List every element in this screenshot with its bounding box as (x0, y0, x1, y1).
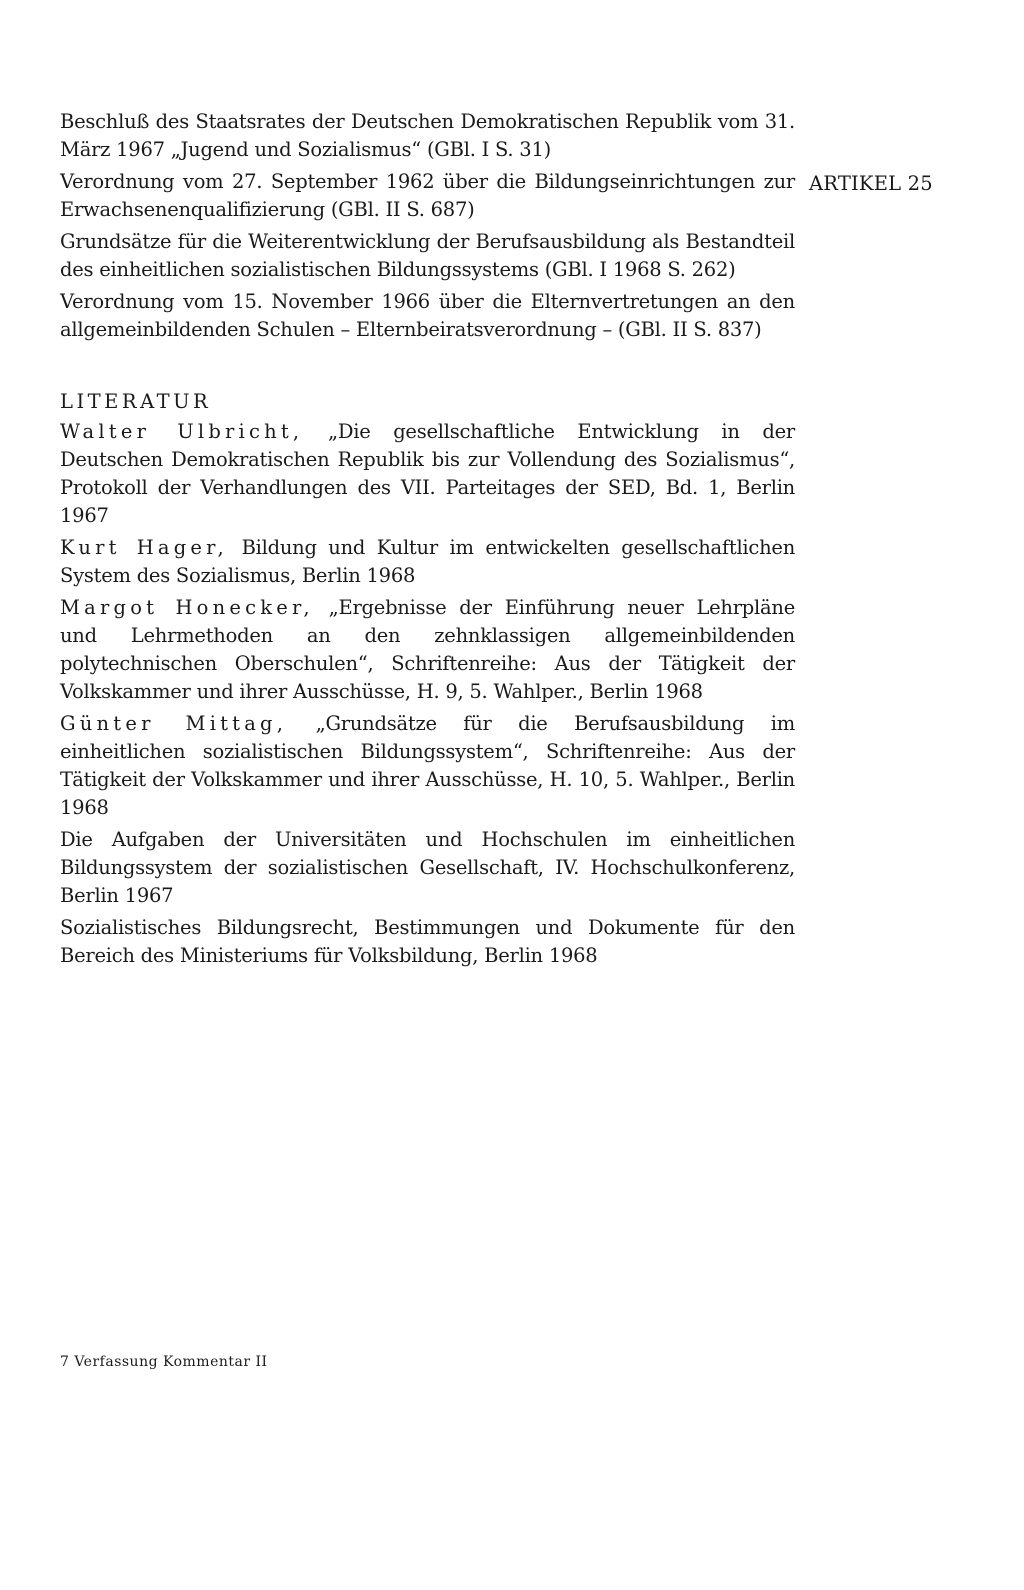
literature-entry (60, 914, 795, 970)
reference-entry: Verordnung vom 27. September 1962 über die Bildungseinrichtungen zur Erwachsenenqualifizierung (GBl. II S. 687) (60, 170, 795, 221)
literature-author: Kurt Hager, (60, 536, 228, 559)
literature-author: Margot Honecker, (60, 596, 314, 619)
reference-entry: Grundsätze für die Weiterentwicklung der Berufsausbildung als Bestandteil des einheitlichen sozialistischen Bildungssystems (GBl. I 1968 S. 262) (60, 230, 795, 281)
literature-text: „Grundsätze für die Berufsausbildung im einheitlichen sozialistischen Bildungssystem“, Schriftenreihe: Aus der Tätigkeit der Volkskammer und ihrer Ausschüsse, H. 10, 5. Wahlper., Berlin 1968 (60, 712, 796, 819)
literature-entry (60, 418, 795, 530)
literature-heading: LITERATUR (60, 390, 212, 413)
page-footer: 7 Verfassung Kommentar II (60, 1354, 268, 1370)
article-marginal-label: ARTIKEL 25 (809, 172, 933, 195)
reference-entry: Verordnung vom 15. November 1966 über die Elternvertretungen an den allgemeinbildenden Schulen – Elternbeiratsverordnung – (GBl. II S. 837) (60, 290, 795, 341)
literature-author: Günter Mittag, (60, 712, 288, 735)
literature-entry (60, 710, 795, 822)
literature-entry (60, 594, 795, 706)
literature-text: „Die gesellschaftliche Entwicklung in der Deutschen Demokratischen Republik bis zur Vollendung des Sozialismus“, Protokoll der Verhandlungen des VII. Parteitages der SED, Bd. 1, Berlin 1967 (60, 420, 795, 527)
literature-text: Die Aufgaben der Universitäten und Hochschulen im einheitlichen Bildungssystem der sozialistischen Gesellschaft, IV. Hochschulkonferenz, Berlin 1967 (60, 828, 795, 907)
reference-entry: Beschluß des Staatsrates der Deutschen Demokratischen Republik vom 31. März 1967 „Jugend und Sozialismus“ (GBl. I S. 31) (60, 110, 795, 161)
literature-entry (60, 534, 795, 590)
literature-text: „Ergebnisse der Einführung neuer Lehrpläne und Lehrmethoden an den zehnklassigen allgemeinbildenden polytechnischen Oberschulen“, Schriftenreihe: Aus der Tätigkeit der Volkskammer und ihrer Ausschüsse, H. 9, 5. Wahlper., Berlin 1968 (60, 596, 796, 703)
literature-author: Walter Ulbricht, (60, 420, 304, 443)
literature-entry (60, 826, 795, 910)
literature-text: Sozialistisches Bildungsrecht, Bestimmungen und Dokumente für den Bereich des Ministeriums für Volksbildung, Berlin 1968 (60, 916, 795, 967)
main-text-column (60, 108, 795, 974)
literature-text: Bildung und Kultur im entwickelten gesellschaftlichen System des Sozialismus, Berlin 1968 (60, 536, 796, 587)
